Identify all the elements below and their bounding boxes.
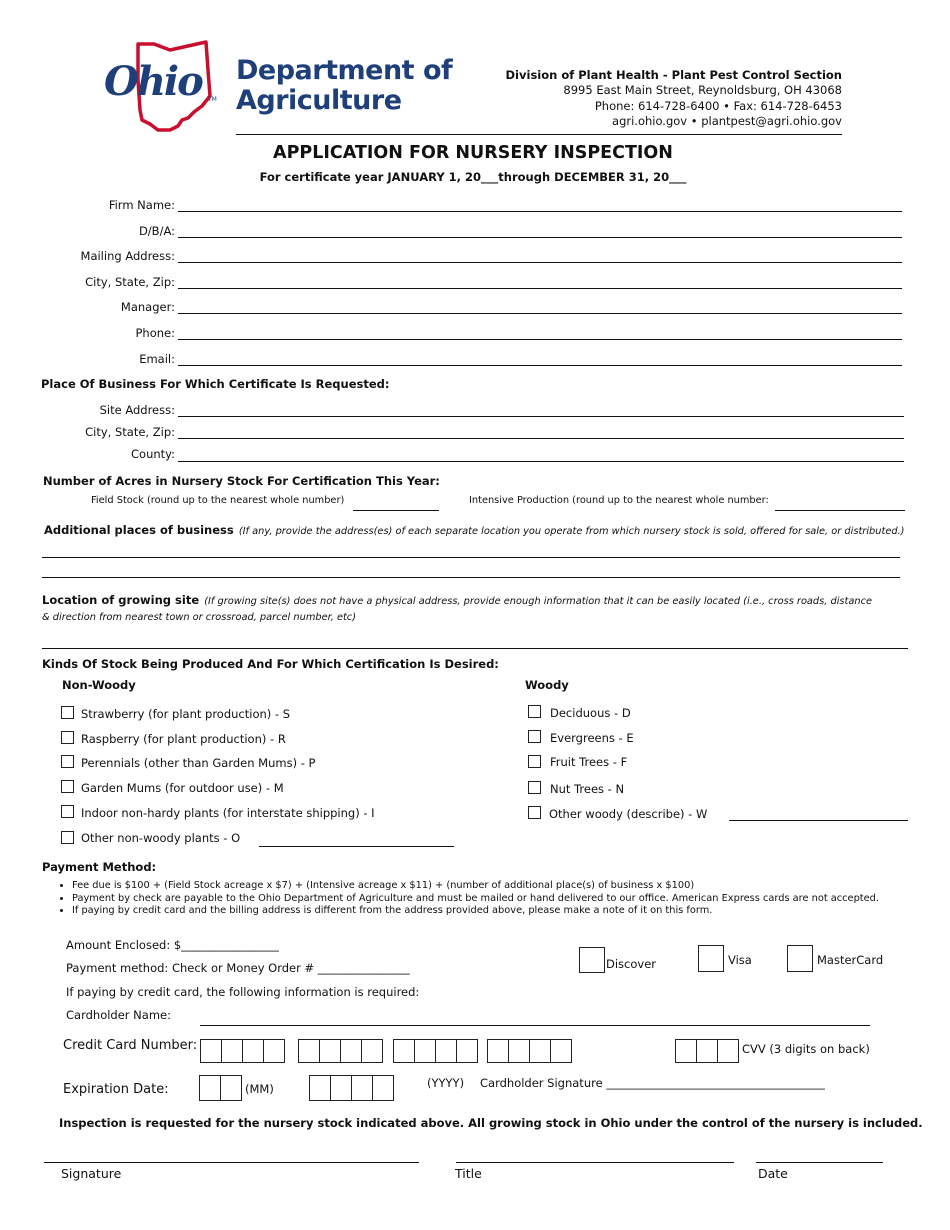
intensive-label: Intensive Production (round up to the nearest whole number: [469,495,769,506]
title-field[interactable] [456,1162,734,1163]
cvv-field[interactable] [675,1039,739,1063]
location-note: (If growing site(s) does not have a physical address, provide enough information that it can be easily located (i.e., cross roads, distance & direction from nearest town or crossroad, parcel number, etc) [42,596,872,623]
manager-label: Manager: [120,300,175,314]
additional-heading: Additional places of business [44,523,234,537]
header-rule [236,134,842,135]
mailing-address-label: Mailing Address: [80,249,175,263]
mastercard-checkbox[interactable] [787,945,813,972]
fruit-trees-label: Fruit Trees - F [550,755,628,769]
cvv-label: CVV (3 digits on back) [742,1042,870,1056]
location-heading: Location of growing site [42,593,200,607]
mm-label: (MM) [245,1082,274,1096]
dept-line1: Department of [236,55,453,86]
other-woody-checkbox[interactable] [528,806,541,819]
discover-label: Discover [606,957,657,971]
additional-note: (If any, provide the address(es) of each separate location you operate from which nursery stock is sold, offered for sale, or distributed.) [238,526,905,537]
city-state-zip-label: City, State, Zip: [85,275,175,289]
intensive-field[interactable] [775,510,905,511]
garden-mums-checkbox[interactable] [61,780,74,793]
cc-number-label: Credit Card Number: [63,1038,198,1053]
logo-wordmark: Ohio [104,58,202,105]
raspberry-checkbox[interactable] [61,731,74,744]
cc-number-group-1[interactable] [200,1039,285,1063]
firm-name-label: Firm Name: [108,198,175,212]
logo-trademark: TM [208,96,217,103]
visa-checkbox[interactable] [698,945,724,972]
indoor-plants-checkbox[interactable] [61,805,74,818]
place-heading: Place Of Business For Which Certificate Is Requested: [41,377,390,391]
division-contact [506,68,842,129]
dept-line2: Agriculture [236,85,402,116]
cc-required-note: If paying by credit card, the following information is required: [66,985,420,999]
site-address-field[interactable] [178,416,904,417]
other-woody-label: Other woody (describe) - W [549,807,708,821]
other-non-woody-checkbox[interactable] [61,831,74,844]
cardholder-name-label: Cardholder Name: [66,1008,171,1022]
division-name: Division of Plant Health - Plant Pest Control Section [505,68,842,82]
cardholder-name-field[interactable] [200,1025,870,1026]
field-stock-label: Field Stock (round up to the nearest whole number) [91,495,345,506]
firm-name-field[interactable] [178,211,902,212]
mastercard-label: MasterCard [817,953,884,967]
cc-number-group-4[interactable] [487,1039,572,1063]
perennials-checkbox[interactable] [61,755,74,768]
raspberry-label: Raspberry (for plant production) - R [81,732,286,746]
woody-heading: Woody [525,678,569,692]
fruit-trees-checkbox[interactable] [528,755,541,768]
expiration-label: Expiration Date: [63,1082,169,1097]
site-city-label: City, State, Zip: [85,425,175,439]
nut-trees-label: Nut Trees - N [550,782,625,796]
cardholder-signature[interactable]: Cardholder Signature ______________________________________ [480,1076,825,1090]
exp-month-field[interactable] [199,1075,242,1101]
dba-label: D/B/A: [138,224,175,238]
strawberry-checkbox[interactable] [61,706,74,719]
exp-year-field[interactable] [309,1075,394,1101]
other-woody-field[interactable] [729,820,908,821]
evergreens-checkbox[interactable] [528,730,541,743]
deciduous-checkbox[interactable] [528,705,541,718]
additional-field-2[interactable] [42,577,900,578]
evergreens-label: Evergreens - E [550,731,634,745]
form-subtitle: For certificate year JANUARY 1, 20___through DECEMBER 31, 20___ [259,170,687,184]
signature-field[interactable] [44,1162,419,1163]
discover-checkbox[interactable] [579,947,605,973]
location-divider [42,648,908,649]
county-label: County: [131,447,175,461]
location-growing-site [42,592,882,624]
email-label: Email: [139,352,175,366]
mailing-address-field[interactable] [178,262,902,263]
site-address-label: Site Address: [99,403,175,417]
signature-label: Signature [61,1166,122,1181]
deciduous-label: Deciduous - D [550,706,631,720]
date-field[interactable] [756,1162,883,1163]
visa-label: Visa [728,953,752,967]
payment-method[interactable]: Payment method: Check or Money Order # ________________ [66,961,410,975]
payment-bullet-billing: • If paying by credit card and the billing address is different from the address provided above, please make a note of it on this form. [72,905,936,918]
division-address: 8995 East Main Street, Reynoldsburg, OH 43068 [563,83,842,98]
inspection-statement: Inspection is requested for the nursery stock indicated above. All growing stock in Ohio under the control of the nursery is included. [59,1116,923,1130]
site-city-field[interactable] [178,438,904,439]
indoor-plants-label: Indoor non-hardy plants (for interstate shipping) - I [81,806,375,820]
date-label: Date [758,1166,788,1181]
amount-enclosed[interactable]: Amount Enclosed: $_________________ [66,938,279,952]
email-field[interactable] [178,365,902,366]
city-state-zip-field[interactable] [178,288,902,289]
division-phone: Phone: 614-728-6400 • Fax: 614-728-6453 [594,98,842,113]
phone-label: Phone: [135,326,175,340]
non-woody-heading: Non-Woody [62,678,136,692]
manager-field[interactable] [178,313,902,314]
field-stock-field[interactable] [353,510,439,511]
cc-number-group-3[interactable] [393,1039,478,1063]
title-label: Title [455,1166,482,1181]
yyyy-label: (YYYY) [427,1076,465,1090]
dba-field[interactable] [178,237,902,238]
payment-bullet-check: • Payment by check are payable to the Ohio Department of Agriculture and must be mailed or hand delivered to our office. American Express cards are not accepted. [72,893,936,906]
payment-bullet-fee: • Fee due is $100 + (Field Stock acreage x $7) + (Intensive acreage x $11) + (number of additional place(s) of business x $100) [72,880,936,893]
nut-trees-checkbox[interactable] [528,781,541,794]
garden-mums-label: Garden Mums (for outdoor use) - M [81,781,284,795]
acres-heading: Number of Acres in Nursery Stock For Certification This Year: [43,474,440,488]
cc-number-group-2[interactable] [298,1039,383,1063]
other-non-woody-field[interactable] [259,846,454,847]
payment-heading: Payment Method: [42,860,157,874]
division-web: agri.ohio.gov • plantpest@agri.ohio.gov [612,113,842,128]
additional-field-1[interactable] [42,557,900,558]
county-field[interactable] [178,461,904,462]
other-non-woody-label: Other non-woody plants - O [81,831,241,845]
strawberry-label: Strawberry (for plant production) - S [81,707,291,721]
additional-places [44,519,924,538]
phone-field[interactable] [178,339,902,340]
perennials-label: Perennials (other than Garden Mums) - P [81,756,316,770]
payment-bullets [56,880,936,918]
form-title: APPLICATION FOR NURSERY INSPECTION [273,143,673,163]
dept-title [236,56,452,116]
ohio-logo [98,40,226,135]
kinds-heading: Kinds Of Stock Being Produced And For Which Certification Is Desired: [42,657,499,671]
